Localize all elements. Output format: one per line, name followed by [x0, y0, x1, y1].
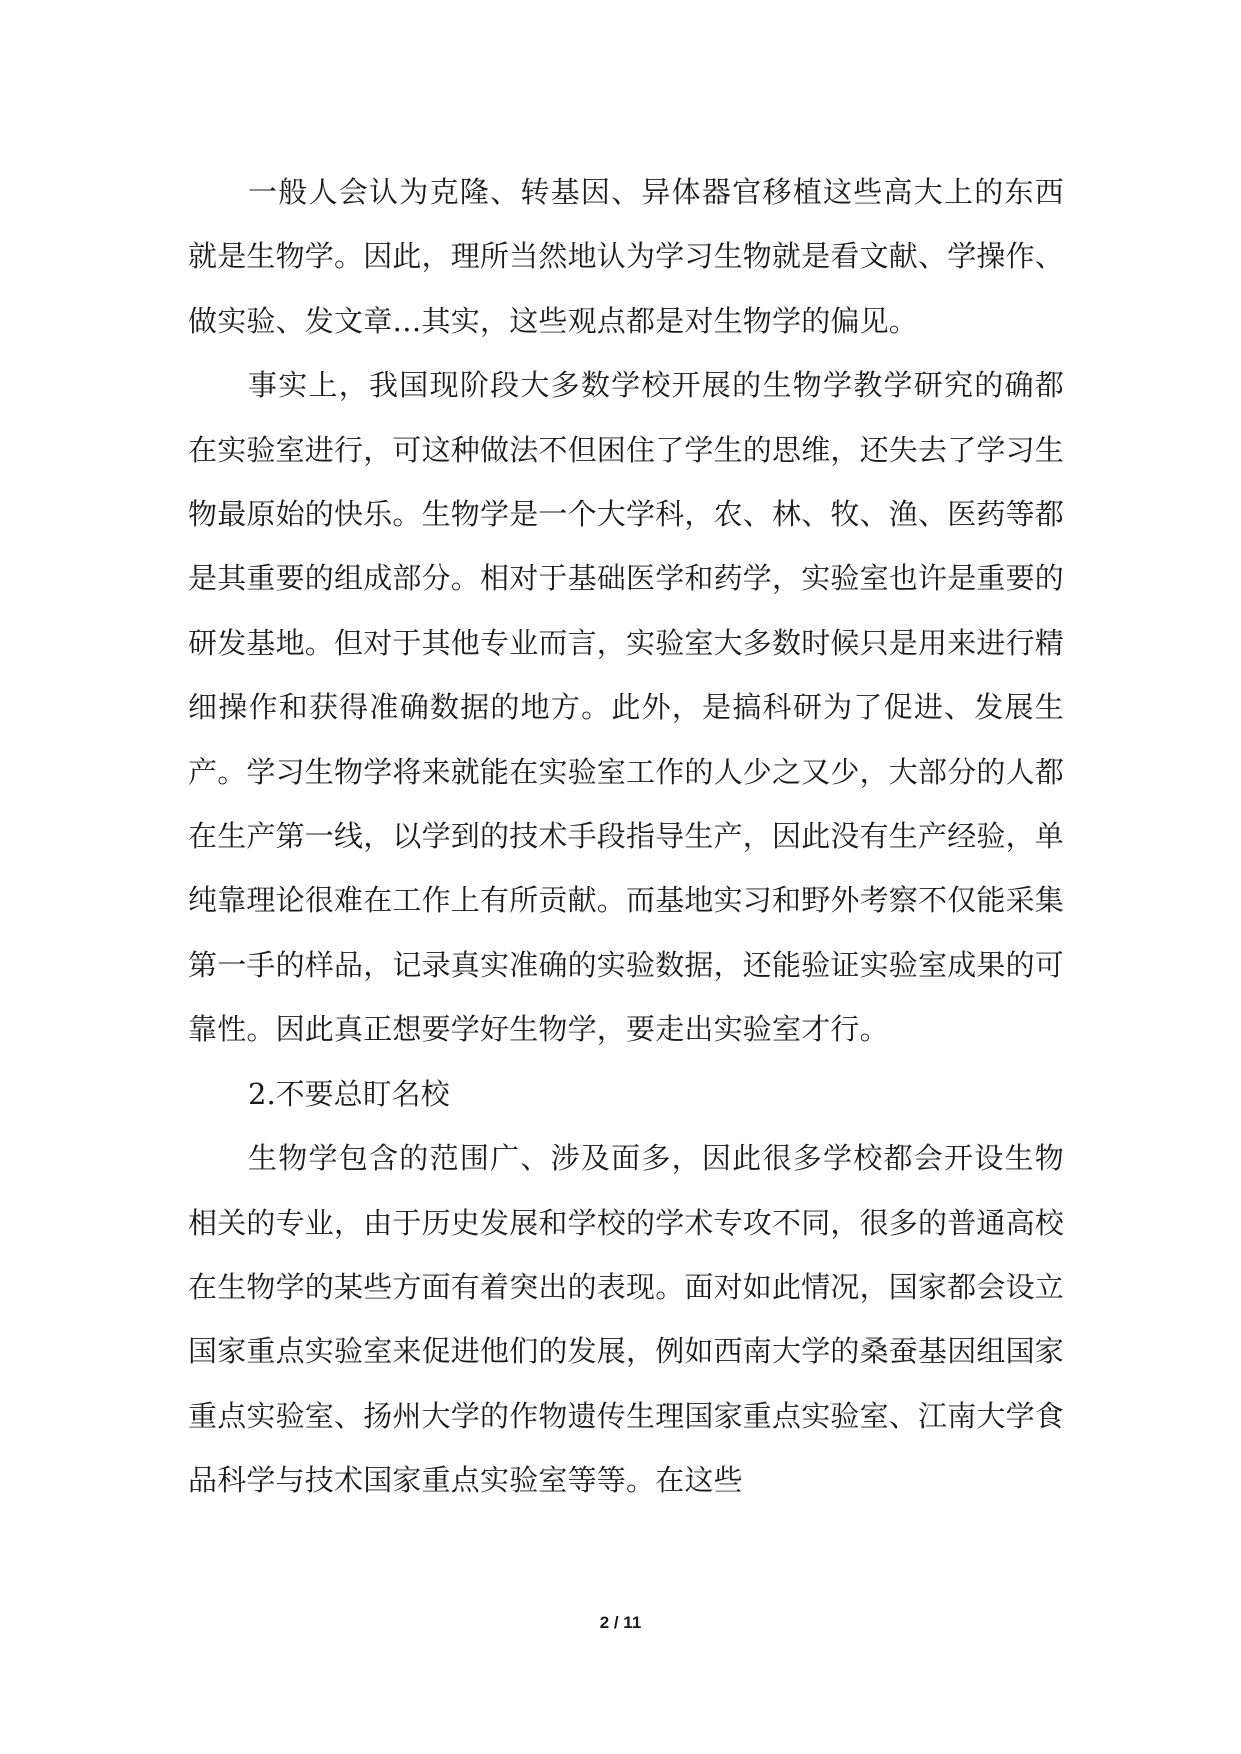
paragraph-laboratory: 事实上，我国现阶段大多数学校开展的生物学教学研究的确都在实验室进行，可这种做法不但困住了学生的思维，还失去了学习生物最原始的快乐。生物学是一个大学科，农、林、牧、渔、医药等都是其重要的组成部分。相对于基础医学和药学，实验室也许是重要的研发基地。但对于其他专业而言，实验室大多数时候只是用来进行精细操作和获得准确数据的地方。此外，是搞科研为了促进、发展生产。学习生物学将来就能在实验室工作的人少之又少，大部分的人都在生产第一线，以学到的技术手段指导生产，因此没有生产经验，单纯靠理论很难在工作上有所贡献。而基地实习和野外考察不仅能采集第一手的样品，记录真实准确的实验数据，还能验证实验室成果的可靠性。因此真正想要学好生物学，要走出实验室才行。 — [188, 368, 1065, 1047]
paragraph-misconceptions: 一般人会认为克隆、转基因、异体器官移植这些高大上的东西就是生物学。因此，理所当然地认为学习生物就是看文献、学操作、做实验、发文章…其实，这些观点都是对生物学的偏见。 — [188, 175, 1065, 338]
page-number: 2 / 11 — [599, 1613, 642, 1632]
section-heading: 2.不要总盯名校 — [248, 1076, 450, 1111]
document-body — [188, 160, 1064, 1513]
paragraph-universities: 生物学包含的范围广、涉及面多，因此很多学校都会开设生物相关的专业，由于历史发展和学校的学术专攻不同，很多的普通高校在生物学的某些方面有着突出的表现。面对如此情况，国家都会设立国家重点实验室来促进他们的发展，例如西南大学的桑蚕基因组国家重点实验室、扬州大学的作物遗传生理国家重点实验室、江南大学食品科学与技术国家重点实验室等等。在这些 — [188, 1141, 1065, 1498]
